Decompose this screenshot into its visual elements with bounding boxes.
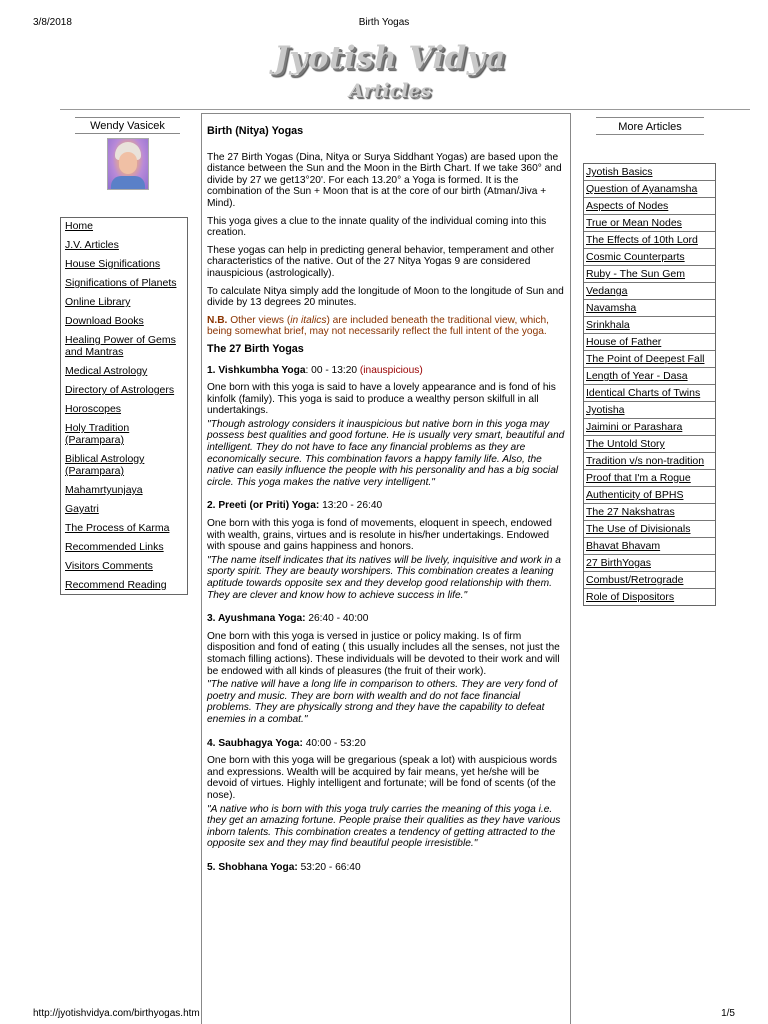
- article-heading: Birth (Nitya) Yogas: [207, 125, 304, 137]
- yoga-quote: "A native who is born with this yoga truly carries the meaning of this yoga i.e. they get an amazing fortune. People praise their qualities as they have various inborn talents. This combination creates a tendency of getting attracted to the opposite sex and they may find beautiful people irresistible.": [207, 803, 561, 850]
- article-link-twins[interactable]: Identical Charts of Twins: [584, 385, 715, 402]
- article-link-true-mean-nodes[interactable]: True or Mean Nodes: [584, 215, 715, 232]
- article-link-birth-yogas[interactable]: 27 BirthYogas: [584, 555, 715, 572]
- article-link-jyotisha[interactable]: Jyotisha: [584, 402, 715, 419]
- yoga-title: 2. Preeti (or Priti) Yoga: 13:20 - 26:40: [207, 500, 383, 512]
- print-date: 3/8/2018: [33, 17, 72, 28]
- article-link-navamsha[interactable]: Navamsha: [584, 300, 715, 317]
- yoga-title: 4. Saubhagya Yoga: 40:00 - 53:20: [207, 737, 366, 749]
- print-url: http://jyotishvidya.com/birthyogas.htm: [33, 1008, 200, 1019]
- yoga-quote: "The native will have a long life in comparison to others. They are very fond of poetry and music. They are born with wealth and do not face financial problems. They are physically strong and they have the capability to defeat enemies in a combat.": [207, 679, 558, 725]
- intro-paragraph: This yoga gives a clue to the innate quality of the individual coming into this creation.: [207, 215, 547, 239]
- article-link-bhavat-bhavam[interactable]: Bhavat Bhavam: [584, 538, 715, 555]
- nav-link-recommend-reading[interactable]: Recommend Reading: [65, 579, 167, 591]
- article-link-ruby[interactable]: Ruby - The Sun Gem: [584, 266, 715, 283]
- yoga-quote: "The name itself indicates that its natives will be lively, inquisitive and work in a sporty spirit. They are beauty worshipers. This combination creates a leaning aptitude towards opposite sex and they develop good relationship with them. They are clever and know how to achieve success in life.": [207, 554, 561, 601]
- divider: [596, 134, 704, 135]
- article-link-bphs[interactable]: Authenticity of BPHS: [584, 487, 715, 504]
- author-avatar: [107, 138, 149, 190]
- yoga-entry: [207, 738, 566, 850]
- article-link-tradition[interactable]: Tradition v/s non-tradition: [584, 453, 715, 470]
- nav-link-home[interactable]: Home: [65, 220, 94, 232]
- yoga-title: 5. Shobhana Yoga: 53:20 - 66:40: [207, 861, 361, 873]
- yoga-description: One born with this yoga is said to have a lovely appearance and is fond of his kinfolk (family). This yoga is said to produce a wealthy person skilfull in all undertakings.: [207, 382, 556, 417]
- more-articles-label: More Articles: [618, 121, 682, 133]
- yoga-entry: [207, 365, 566, 489]
- article-content: [201, 113, 571, 1024]
- nav-link-biblical-astrology[interactable]: Biblical Astrology (Parampara): [65, 453, 145, 477]
- yoga-description: One born with this yoga will be gregarious (speak a lot) with auspicious words and expressions. Wealth will be acquired by fair means, yet he/she will be devoid of virtues. Highly intelligent and fortunate; will be fond of scents (of the nose).: [207, 755, 557, 801]
- divider: [75, 133, 180, 134]
- logo-title: Jyotish Vidya: [274, 40, 506, 76]
- nav-link-holy-tradition[interactable]: Holy Tradition (Parampara): [65, 422, 130, 446]
- yoga-description: One born with this yoga is versed in justice or policy making. Is of firm disposition and fond of eating ( this usually includes all the senses, not just the stomach filling actions). These individuals will be devoted to their work and will be endowed with all kinds of pleasures (the fruit of their work).: [207, 630, 560, 677]
- author-name: Wendy Vasicek: [90, 120, 165, 132]
- nav-link-healing-gems[interactable]: Healing Power of Gems and Mantras: [65, 334, 176, 358]
- article-link-10th-lord[interactable]: The Effects of 10th Lord: [584, 232, 715, 249]
- nav-link-horoscopes[interactable]: Horoscopes: [65, 403, 122, 415]
- nb-label: N.B.: [207, 314, 228, 326]
- print-page-number: 1/5: [721, 1008, 735, 1019]
- print-title: Birth Yogas: [358, 17, 410, 28]
- intro-paragraph: The 27 Birth Yogas (Dina, Nitya or Surya Siddhant Yogas) are based upon the distance between the Sun and the Moon in the Birth Chart. If we take 360° and divide by 27 we get13°20'. For each 13.20° a Yoga is formed. It is the combination of the Sun + Moon that is at the core of our birth (Atman/Jiva + Mind).: [207, 151, 562, 209]
- article-link-ayanamsha[interactable]: Question of Ayanamsha: [584, 181, 715, 198]
- yoga-quote: "Though astrology considers it inauspicious but native born in this yoga may possess best qualities and good fortune. He is usually very smart, beautiful and intelligent. They do not have to face any financial problems as they are economically secure. This combination favors a happy family life. Also, the native can easily influence the people with his personality and has a big social circle. This yoga makes the native very intelligent.": [207, 418, 565, 488]
- nav-link-process-karma[interactable]: The Process of Karma: [65, 522, 170, 534]
- nb-note: N.B. Other views (in italics) are included beneath the traditional view, which, being somewhat brief, may not necessarily reflect the full intent of the yoga.: [207, 314, 550, 338]
- site-logo[interactable]: [240, 40, 540, 110]
- article-link-nakshatras[interactable]: The 27 Nakshatras: [584, 504, 715, 521]
- nav-link-house-significations[interactable]: House Significations: [65, 258, 161, 270]
- yoga-title: 3. Ayushmana Yoga: 26:40 - 40:00: [207, 613, 369, 625]
- article-link-length-year[interactable]: Length of Year - Dasa: [584, 368, 715, 385]
- article-link-combust-retrograde[interactable]: Combust/Retrograde: [584, 572, 715, 589]
- article-link-aspects-nodes[interactable]: Aspects of Nodes: [584, 198, 715, 215]
- article-link-house-father[interactable]: House of Father: [584, 334, 715, 351]
- article-link-vedanga[interactable]: Vedanga: [584, 283, 715, 300]
- article-link-dispositors[interactable]: Role of Dispositors: [586, 591, 675, 603]
- nav-link-recommended-links[interactable]: Recommended Links: [65, 541, 164, 553]
- right-nav: [583, 163, 716, 606]
- intro-paragraph: To calculate Nitya simply add the longitude of Moon to the longitude of Sun and divide by 13 degrees 20 minutes.: [207, 285, 564, 309]
- nav-link-visitors-comments[interactable]: Visitors Comments: [65, 560, 153, 572]
- article-link-deepest-fall[interactable]: The Point of Deepest Fall: [584, 351, 715, 368]
- print-header: [0, 17, 768, 31]
- yoga-entry: [207, 613, 566, 725]
- yogas-subheading: The 27 Birth Yogas: [207, 342, 304, 355]
- article-link-divisionals[interactable]: The Use of Divisionals: [584, 521, 715, 538]
- nav-link-download-books[interactable]: Download Books: [65, 315, 144, 327]
- nav-link-jv-articles[interactable]: J.V. Articles: [65, 239, 119, 251]
- more-articles-header: [596, 117, 704, 135]
- article-link-untold-story[interactable]: The Untold Story: [584, 436, 715, 453]
- header-divider: [60, 109, 750, 110]
- article-link-cosmic-counterparts[interactable]: Cosmic Counterparts: [584, 249, 715, 266]
- article-link-srinkhala[interactable]: Srinkhala: [584, 317, 715, 334]
- nav-link-gayatri[interactable]: Gayatri: [65, 503, 99, 515]
- inauspicious-tag: (inauspicious): [357, 364, 423, 376]
- article-link-jyotish-basics[interactable]: Jyotish Basics: [584, 164, 715, 181]
- nav-link-online-library[interactable]: Online Library: [65, 296, 131, 308]
- nav-link-mahamrtyunjaya[interactable]: Mahamrtyunjaya: [65, 484, 143, 496]
- yoga-description: One born with this yoga is fond of movements, eloquent in speech, endowed with wealth, grains, virtues and is resolute in his/her undertakings. Endowed with spouse and gains happiness and honors.: [207, 518, 552, 553]
- logo-subtitle: Articles: [348, 80, 432, 102]
- intro-paragraph: These yogas can help in predicting general behavior, temperament and other characteristics of the native. Out of the 27 Nitya Yogas 9 are considered inauspicious (astrologically).: [207, 244, 555, 279]
- article-link-jaimini-parashara[interactable]: Jaimini or Parashara: [584, 419, 715, 436]
- yoga-title: 1. Vishkumbha Yoga: 00 - 13:20 (inauspicious): [207, 364, 423, 376]
- nav-link-directory-astrologers[interactable]: Directory of Astrologers: [65, 384, 175, 396]
- yoga-entry: [207, 862, 566, 874]
- article-link-rogue[interactable]: Proof that I'm a Rogue: [584, 470, 715, 487]
- nav-link-medical-astrology[interactable]: Medical Astrology: [65, 365, 148, 377]
- author-box: [74, 117, 181, 190]
- left-nav: [60, 217, 188, 595]
- yoga-entry: [207, 500, 566, 601]
- nav-link-significations-planets[interactable]: Significations of Planets: [65, 277, 177, 289]
